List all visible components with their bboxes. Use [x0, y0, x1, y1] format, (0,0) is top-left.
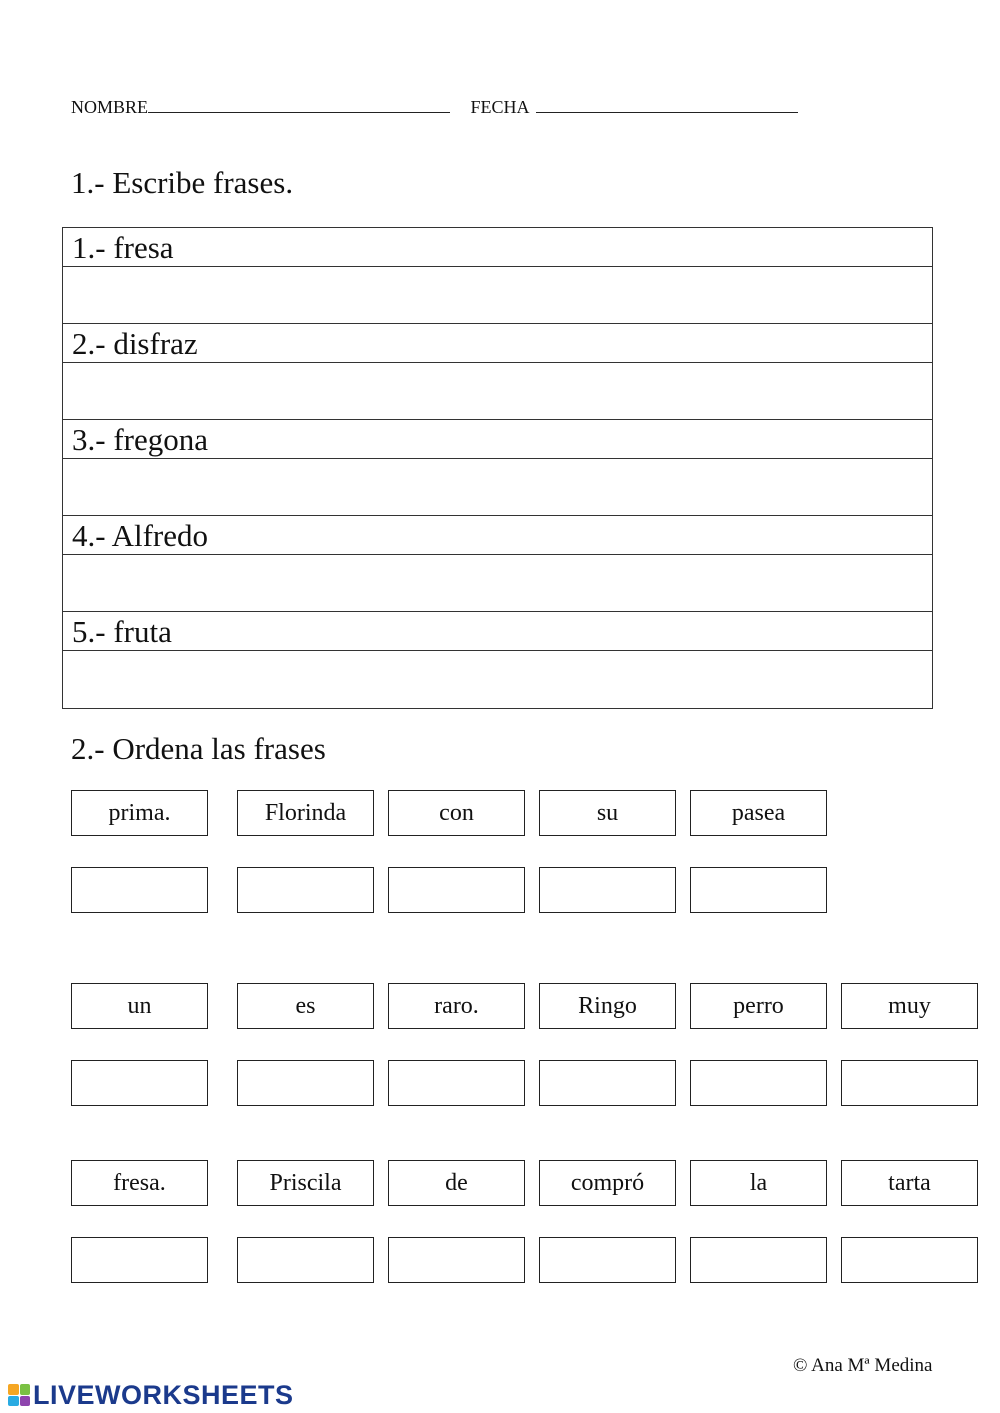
word-label-3: 3.- fregona: [63, 420, 932, 459]
word-tile[interactable]: con: [388, 790, 525, 836]
answer-slot[interactable]: [237, 1237, 374, 1283]
write-sentences-table: [62, 227, 933, 709]
name-label: NOMBRE: [71, 97, 149, 117]
section1-title: 1.- Escribe frases.: [71, 165, 294, 200]
word-tile[interactable]: pasea: [690, 790, 827, 836]
sentence-input-5[interactable]: [63, 651, 932, 708]
answer-slot[interactable]: [690, 1237, 827, 1283]
word-tile[interactable]: prima.: [71, 790, 208, 836]
word-tile[interactable]: un: [71, 983, 208, 1029]
date-label: FECHA: [470, 97, 530, 117]
word-label-5: 5.- fruta: [63, 612, 932, 651]
answer-slot[interactable]: [388, 1237, 525, 1283]
liveworksheets-logo: [8, 1381, 294, 1409]
sentence-input-3[interactable]: [63, 459, 932, 516]
answer-slot[interactable]: [237, 867, 374, 913]
word-tile[interactable]: muy: [841, 983, 978, 1029]
answer-slot[interactable]: [690, 1060, 827, 1106]
sentence-input-2[interactable]: [63, 363, 932, 420]
sentence-input-1[interactable]: [63, 267, 932, 324]
word-tile[interactable]: tarta: [841, 1160, 978, 1206]
word-tile[interactable]: Florinda: [237, 790, 374, 836]
liveworksheets-icon: [8, 1384, 30, 1406]
word-tile[interactable]: Ringo: [539, 983, 676, 1029]
copyright-text: © Ana Mª Medina: [793, 1355, 933, 1376]
answer-slot[interactable]: [841, 1060, 978, 1106]
answer-slot[interactable]: [237, 1060, 374, 1106]
answer-slot[interactable]: [690, 867, 827, 913]
word-tile[interactable]: perro: [690, 983, 827, 1029]
answer-slot[interactable]: [539, 1237, 676, 1283]
word-label-2: 2.- disfraz: [63, 324, 932, 363]
word-label-4: 4.- Alfredo: [63, 516, 932, 555]
word-tile[interactable]: es: [237, 983, 374, 1029]
word-label-1: 1.- fresa: [63, 228, 932, 267]
answer-slot[interactable]: [71, 1237, 208, 1283]
word-tile[interactable]: Priscila: [237, 1160, 374, 1206]
sentence-input-4[interactable]: [63, 555, 932, 612]
word-tile[interactable]: su: [539, 790, 676, 836]
word-tile[interactable]: fresa.: [71, 1160, 208, 1206]
word-tile[interactable]: compró: [539, 1160, 676, 1206]
section2-title: 2.- Ordena las frases: [71, 731, 326, 766]
brand-text: LIVEWORKSHEETS: [33, 1379, 294, 1410]
word-tile[interactable]: raro.: [388, 983, 525, 1029]
answer-slot[interactable]: [539, 1060, 676, 1106]
answer-slot[interactable]: [388, 867, 525, 913]
student-info-header: [71, 96, 798, 118]
name-field[interactable]: [148, 96, 450, 113]
answer-slot[interactable]: [388, 1060, 525, 1106]
answer-slot[interactable]: [71, 867, 208, 913]
word-tile[interactable]: de: [388, 1160, 525, 1206]
answer-slot[interactable]: [71, 1060, 208, 1106]
answer-slot[interactable]: [841, 1237, 978, 1283]
answer-slot[interactable]: [539, 867, 676, 913]
date-field[interactable]: [536, 96, 798, 113]
word-tile[interactable]: la: [690, 1160, 827, 1206]
